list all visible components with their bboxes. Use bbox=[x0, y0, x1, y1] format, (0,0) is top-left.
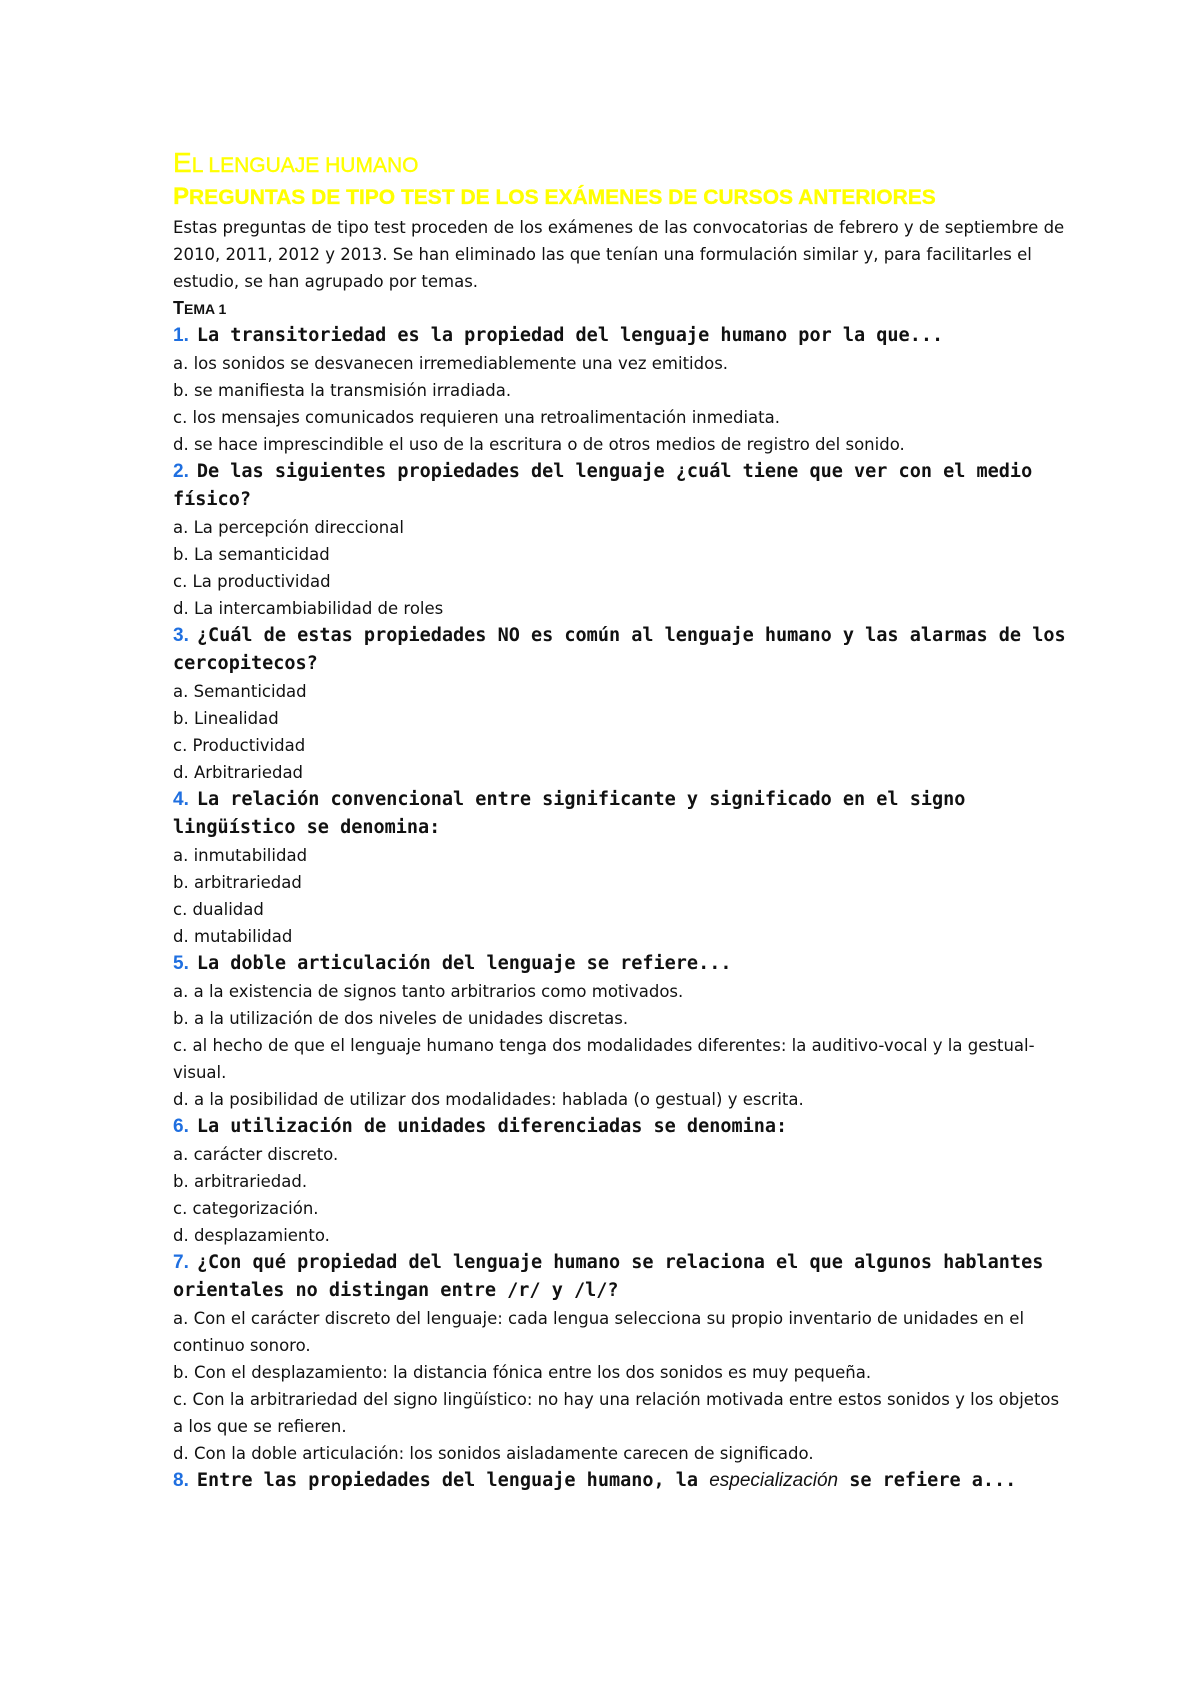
subtitle-rest: REGUNTAS DE TIPO TEST DE LOS EXÁMENES DE CURSOS ANTERIORES bbox=[189, 186, 936, 209]
answer-option: b. se manifiesta la transmisión irradiada. bbox=[173, 381, 512, 400]
document-page bbox=[173, 148, 1073, 1495]
answer-option: b. Linealidad bbox=[173, 709, 279, 728]
question-block bbox=[173, 1249, 1073, 1467]
answer-option: b. arbitrariedad bbox=[173, 873, 302, 892]
answer-option: d. desplazamiento. bbox=[173, 1226, 330, 1245]
question-text bbox=[173, 458, 1073, 514]
question-block bbox=[173, 622, 1073, 786]
answer-option: d. La intercambiabilidad de roles bbox=[173, 599, 444, 618]
question-number: 1. bbox=[173, 325, 189, 346]
question-stem: ¿Con qué propiedad del lenguaje humano se relaciona el que algunos hablantes orientales no distingan entre /r/ y /l/? bbox=[173, 1252, 1044, 1301]
answer-option: c. Con la arbitrariedad del signo lingüístico: no hay una relación motivada entre estos sonidos y los objetos a los que se refieren. bbox=[173, 1390, 1060, 1436]
question-text bbox=[173, 950, 1073, 978]
answer-option: a. Semanticidad bbox=[173, 682, 307, 701]
question-text bbox=[173, 786, 1073, 842]
question-stem-start: Entre las propiedades del lenguaje humano, la bbox=[196, 1470, 699, 1491]
question-stem-end: se refiere a... bbox=[849, 1470, 1017, 1491]
answer-option: c. La productividad bbox=[173, 572, 331, 591]
answer-option: b. a la utilización de dos niveles de unidades discretas. bbox=[173, 1009, 629, 1028]
answer-option: b. Con el desplazamiento: la distancia fónica entre los dos sonidos es muy pequeña. bbox=[173, 1363, 872, 1382]
intro-paragraph: Estas preguntas de tipo test proceden de los exámenes de las convocatorias de febrero y de septiembre de 2010, 2011, 2012 y 2013. Se han eliminado las que tenían una formulación similar y, para facilitarles el estudio, se han agrupado por temas. bbox=[173, 218, 1065, 291]
subtitle-initial: P bbox=[173, 183, 190, 210]
answer-option: d. se hace imprescindible el uso de la escritura o de otros medios de registro del sonido. bbox=[173, 435, 905, 454]
answer-option: c. dualidad bbox=[173, 900, 264, 919]
question-emphasis: especialización bbox=[709, 1470, 839, 1491]
question-number: 7. bbox=[173, 1252, 189, 1273]
section-heading-tema-1 bbox=[173, 295, 1073, 322]
question-number: 4. bbox=[173, 789, 189, 810]
question-block bbox=[173, 950, 1073, 1113]
question-block bbox=[173, 1113, 1073, 1249]
answer-option: c. al hecho de que el lenguaje humano tenga dos modalidades diferentes: la auditivo-vocal y la gestual-visual. bbox=[173, 1036, 1035, 1082]
answer-option: a. los sonidos se desvanecen irremediablemente una vez emitidos. bbox=[173, 354, 729, 373]
answer-option: a. inmutabilidad bbox=[173, 846, 308, 865]
question-text bbox=[173, 1467, 1073, 1495]
question-number: 5. bbox=[173, 953, 189, 974]
tema-initial: T bbox=[173, 298, 184, 318]
document-title bbox=[173, 148, 1073, 181]
answer-option: a. a la existencia de signos tanto arbitrarios como motivados. bbox=[173, 982, 684, 1001]
question-number: 2. bbox=[173, 461, 189, 482]
answer-option: a. Con el carácter discreto del lenguaje: cada lengua selecciona su propio inventario de unidades en el continuo sonoro. bbox=[173, 1309, 1025, 1355]
question-block bbox=[173, 1467, 1073, 1495]
question-block bbox=[173, 322, 1073, 458]
question-text bbox=[173, 1113, 1073, 1141]
question-text bbox=[173, 322, 1073, 350]
question-block bbox=[173, 786, 1073, 950]
question-text bbox=[173, 622, 1073, 678]
title-initial: E bbox=[173, 147, 192, 178]
tema-rest: EMA 1 bbox=[184, 301, 227, 317]
answer-option: c. categorización. bbox=[173, 1199, 319, 1218]
answer-option: c. Productividad bbox=[173, 736, 306, 755]
question-number: 8. bbox=[173, 1470, 189, 1491]
question-list bbox=[173, 322, 1073, 1495]
question-stem: ¿Cuál de estas propiedades NO es común al lenguaje humano y las alarmas de los cercopitecos? bbox=[173, 625, 1066, 674]
title-rest: L LENGUAJE HUMANO bbox=[191, 154, 419, 177]
question-number: 3. bbox=[173, 625, 189, 646]
answer-option: d. Arbitrariedad bbox=[173, 763, 304, 782]
document-subtitle bbox=[173, 183, 1073, 212]
answer-option: d. mutabilidad bbox=[173, 927, 293, 946]
answer-option: b. La semanticidad bbox=[173, 545, 330, 564]
question-stem: La utilización de unidades diferenciadas se denomina: bbox=[196, 1116, 788, 1137]
answer-option: d. Con la doble articulación: los sonidos aisladamente carecen de significado. bbox=[173, 1444, 814, 1463]
answer-option: a. La percepción direccional bbox=[173, 518, 404, 537]
answer-option: c. los mensajes comunicados requieren una retroalimentación inmediata. bbox=[173, 408, 780, 427]
question-stem: La relación convencional entre significante y significado en el signo lingüístico se denomina: bbox=[173, 789, 966, 838]
question-stem: La transitoriedad es la propiedad del lenguaje humano por la que... bbox=[196, 325, 944, 346]
question-block bbox=[173, 458, 1073, 622]
question-stem: De las siguientes propiedades del lenguaje ¿cuál tiene que ver con el medio físico? bbox=[173, 461, 1033, 510]
question-number: 6. bbox=[173, 1116, 189, 1137]
answer-option: b. arbitrariedad. bbox=[173, 1172, 308, 1191]
answer-option: d. a la posibilidad de utilizar dos modalidades: hablada (o gestual) y escrita. bbox=[173, 1090, 804, 1109]
question-text bbox=[173, 1249, 1073, 1305]
answer-option: a. carácter discreto. bbox=[173, 1145, 339, 1164]
question-stem: La doble articulación del lenguaje se refiere... bbox=[196, 953, 732, 974]
